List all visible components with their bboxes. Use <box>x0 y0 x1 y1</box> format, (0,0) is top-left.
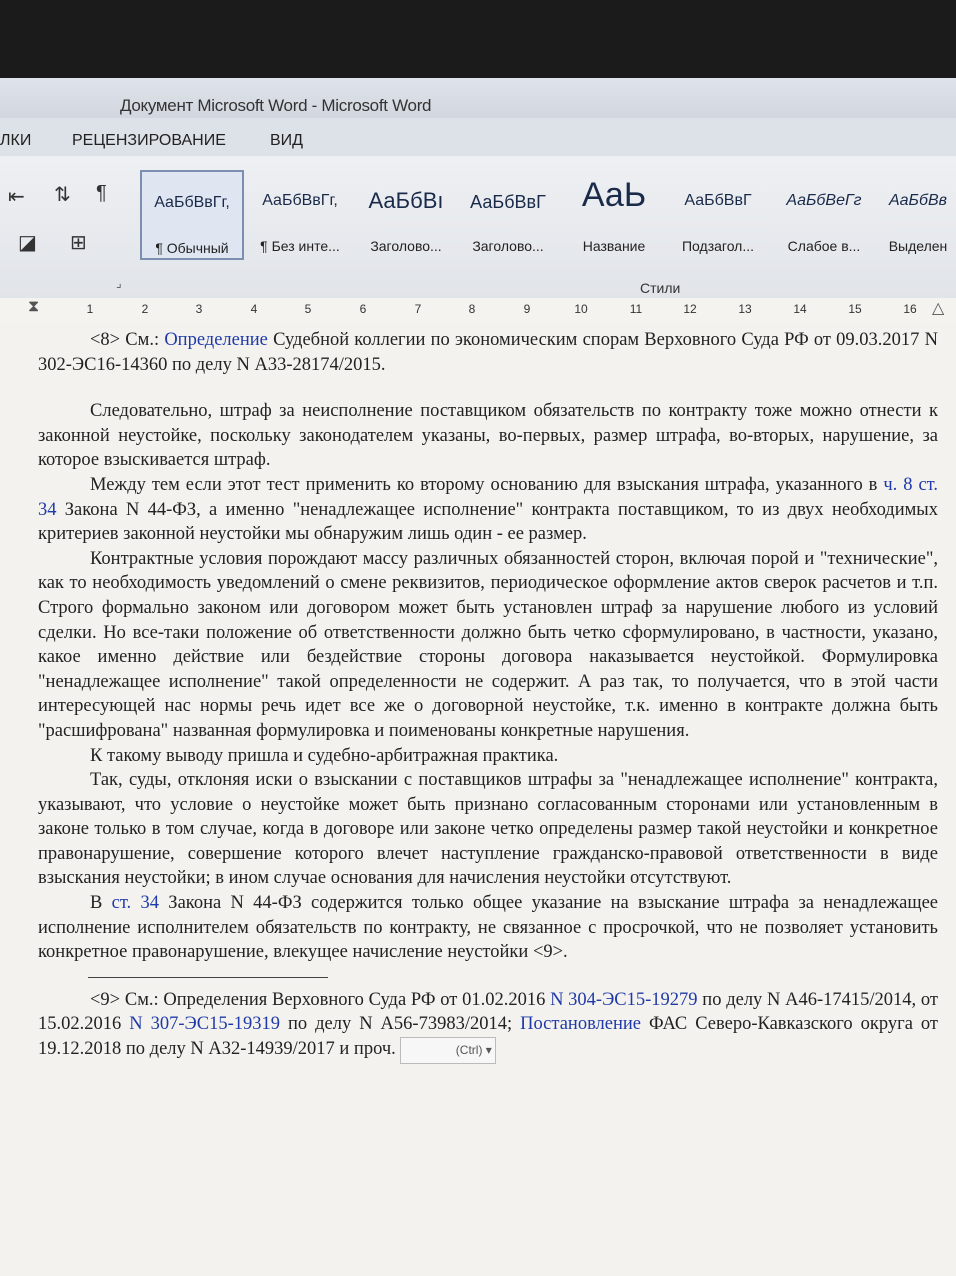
paste-options-button[interactable]: (Ctrl) ▾ <box>400 1037 496 1064</box>
tab-review[interactable]: РЕЦЕНЗИРОВАНИЕ <box>72 132 226 149</box>
footnote-8: <8> См.: Определение Судебной коллегии по экономическим спорам Верховного Суда РФ от 09.03.2017 N 302-ЭС16-14360 по делу N А33-28174/2015. <box>38 330 938 375</box>
paragraph-dialog-launcher-icon[interactable]: ⌟ <box>116 276 122 290</box>
link-postanovlenie[interactable]: Постановление <box>520 1014 642 1035</box>
style-title[interactable]: АаЬ Название <box>581 176 647 254</box>
borders-icon[interactable]: ⊞ <box>70 232 87 254</box>
link-st34[interactable]: ст. 34 <box>111 893 159 914</box>
pilcrow-icon[interactable]: ¶ <box>96 182 107 204</box>
link-n304[interactable]: N 304-ЭС15-19279 <box>550 989 698 1010</box>
sort-icon[interactable]: ⇅ <box>54 184 71 206</box>
style-heading-2[interactable]: АаБбВвГ Заголово... <box>470 192 546 254</box>
word-window <box>0 78 956 1276</box>
paragraph-6: В ст. 34 Закона N 44-ФЗ содержится только общее указание на взыскание штрафа за ненадлежащее исполнение исполнителем обязательств по контракту, не связанное с просрочкой, что не позволяет установить конкретное правонарушение, влекущее начисление неустойки <9>. <box>38 893 939 963</box>
horizontal-ruler[interactable]: ⧗ 1 2 3 4 5 6 7 8 9 10 11 12 13 14 15 16 △ <box>0 298 956 323</box>
style-emphasis[interactable]: АаБбВв Выделен <box>888 192 948 254</box>
link-opredelenie[interactable]: Определение <box>164 330 268 350</box>
style-no-spacing[interactable]: АаБбВвГг, ¶ Без инте... <box>260 192 340 254</box>
right-indent-marker-icon[interactable]: △ <box>932 300 945 317</box>
ribbon <box>0 156 956 299</box>
paragraph-4: К такому выводу пришла и судебно-арбитражная практика. <box>90 745 559 766</box>
indent-icon[interactable]: ⇤ <box>8 186 25 208</box>
paragraph-3: Контрактные условия порождают массу различных обязанностей сторон, включая порой и "технические", как то необходимость уведомлений о смене реквизитов, периодическое оформление актов сверок расчетов и т.п. Строго формально законом или договором может быть установлен штраф за нарушение любого из условий сделки. Но все-таки положение об ответственности должно быть четко сформулировано, в частности, указано, какое именно действие или бездействие стороны договора наказывается неустойкой. Формулировка "ненадлежащее исполнение" такой определенности не содержит. А раз так, то получается, что в этой части интересующей нас нормы речь идет все же о договорной неустойке, т.к. именно в контракте должна быть "расшифрована" названная формулировка и поименованы конкретные нарушения. <box>38 548 938 741</box>
paragraph-1: Следовательно, штраф за неисполнение поставщиком обязательств по контракту тоже можно отнести к законной неустойке, поскольку законодателем указаны, во-первых, размер штрафа, во-вторых, нарушение, за которое взыскивается штраф. <box>38 401 938 471</box>
styles-gallery <box>140 170 956 276</box>
style-normal[interactable]: АаБбВвГг, ¶ Обычный <box>140 170 244 260</box>
link-ch8-st34[interactable]: ч. 8 ст. 34 <box>38 474 938 520</box>
style-heading-1[interactable]: АаБбВı Заголово... <box>368 188 444 254</box>
tab-mailings[interactable]: ЛКИ <box>0 132 32 149</box>
title-bar <box>0 78 956 118</box>
first-line-indent-marker-icon[interactable]: ⧗ <box>28 298 40 315</box>
tab-view[interactable]: ВИД <box>270 132 304 149</box>
link-n307[interactable]: N 307-ЭС15-19319 <box>129 1014 280 1035</box>
document-page[interactable] <box>0 322 956 1276</box>
footnote-separator <box>88 977 328 978</box>
window-title: Документ Microsoft Word - Microsoft Word <box>120 96 432 115</box>
footnote-9: <9> См.: Определения Верховного Суда РФ от 01.02.2016 N 304-ЭС15-19279 по делу N А46-17415/2014, от 15.02.2016 N 307-ЭС15-19319 по делу N А56-73983/2014; Постановление ФАС Северо-Кавказского округа от 19.12.2018 по делу N А32-14939/2017 и проч. (Ctrl) ▾ <box>38 988 938 1064</box>
styles-group-label: Стили <box>640 280 681 296</box>
style-subtitle[interactable]: АаБбВвГ Подзагол... <box>681 192 755 254</box>
document-body[interactable] <box>38 328 938 1064</box>
paragraph-2: Между тем если этот тест применить ко второму основанию для взыскания штрафа, указанного в ч. 8 ст. 34 Закона N 44-ФЗ, а именно "ненадлежащее исполнение" контракта поставщиком, то из двух необходимых критериев законной неустойки мы обнаружим лишь один - ее размер. <box>38 474 938 545</box>
shading-icon[interactable]: ◪ <box>18 232 37 254</box>
ribbon-tabs <box>0 118 956 156</box>
style-subtle-emphasis[interactable]: АаБбВеГг Слабое в... <box>786 192 862 254</box>
paragraph-5: Так, суды, отклоняя иски о взыскании с поставщиков штрафы за "ненадлежащее исполнение" контракта, указывают, что условие о неустойке может быть признано согласованным сторонами или установленным в законе только в том случае, когда в договоре или законе четко определены размер такой неустойки и конкретное правонарушение, совершение которого влечет наступление гражданско-правовой ответственности в виде взыскания неустойки; в ином случае основания для начисления неустойки отсутствуют. <box>38 770 938 889</box>
